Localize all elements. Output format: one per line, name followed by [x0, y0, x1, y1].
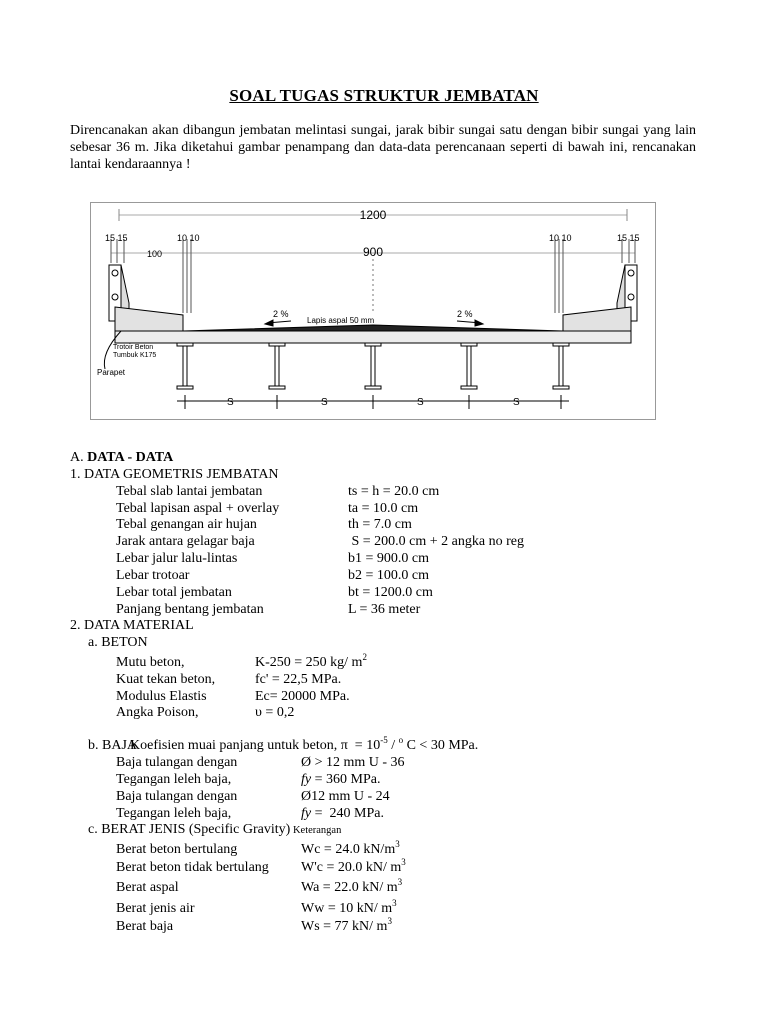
geom-value: S = 200.0 cm + 2 angka no reg	[348, 534, 524, 549]
steel-girders	[177, 343, 569, 389]
geom-label: Jarak antara gelagar baja	[116, 534, 255, 549]
asphalt-layer	[183, 325, 563, 331]
berat-value: Wc = 24.0 $kN/m^3$	[301, 839, 400, 857]
baja-label: Baja tulangan dengan	[116, 789, 238, 804]
geom-value: ta = 10.0 cm	[348, 501, 419, 516]
dim-right-inner-label: 10 10	[549, 233, 572, 243]
geom-value: ts = h = 20.0 cm	[348, 484, 440, 499]
slope-right-label: 2 %	[457, 309, 473, 319]
girder-3	[365, 343, 381, 389]
beton-modulus-label: Modulus Elastis	[116, 689, 207, 704]
beton-mutu-label: Mutu beton,	[116, 655, 185, 670]
beton-modulus-value: Ec= 20000 MPa.	[255, 689, 350, 704]
berat-value: W'c = 20.0 kN/ $m^3$	[301, 857, 406, 875]
baja-label: Tegangan leleh baja,	[116, 806, 232, 821]
beton-kuat-value: fc' = 22,5 MPa.	[255, 672, 342, 687]
spacing-dimension	[177, 395, 569, 409]
girder-2	[269, 343, 285, 389]
beton-poison-label: Angka Poison,	[116, 705, 199, 720]
spacing-label-2: S	[321, 397, 328, 408]
spacing-label-3: S	[417, 397, 424, 408]
dim-left-edge-label: 15 15	[105, 233, 128, 243]
geom-label: Lebar total jembatan	[116, 585, 232, 600]
berat-label: Berat baja	[116, 919, 174, 934]
geom-value: bt = 1200.0 cm	[348, 585, 433, 600]
baja-label: Tegangan leleh baja,	[116, 772, 232, 787]
beton-poison-value: υ = 0,2	[255, 705, 295, 720]
dim-total-label: 1200	[359, 208, 387, 222]
geom-value: b2 = 100.0 cm	[348, 568, 429, 583]
spacing-label-1: S	[227, 397, 234, 408]
baja-heading: b. BAJA	[88, 738, 138, 753]
berat-label: Berat aspal	[116, 880, 179, 895]
deck-slab	[115, 331, 631, 343]
intro-paragraph: Direncanakan akan dibangun jembatan melintasi sungai, jarak bibir sungai satu dengan bibir sungai yang lain sebesar 36 m. Jika diketahui gambar penampang dan data-data perencanaan seperti di bawah ini, rencanakan lantai kendaraannya !	[70, 123, 696, 172]
berat-heading: c. BERAT JENIS (Specific Gravity) Keterangan	[88, 822, 342, 837]
dim-traffic-label: 900	[362, 245, 384, 259]
girder-5	[553, 343, 569, 389]
cross-section-drawing	[91, 203, 655, 419]
trotoir-label-2: Tumbuk K175	[113, 352, 157, 359]
geom-value: th = 7.0 cm	[348, 517, 412, 532]
geom-value: L = 36 meter	[348, 602, 421, 617]
material-heading: 2. DATA MATERIAL	[70, 618, 194, 633]
asphalt-label: Lapis aspal 50 mm	[307, 316, 375, 325]
baja-value: Ø > 12 mm U - 36	[301, 755, 405, 770]
baja-label: Baja tulangan dengan	[116, 755, 238, 770]
geom-label: Lebar trotoar	[116, 568, 190, 583]
dim-left-sidewalk-label: 100	[147, 249, 163, 259]
geom-label: Tebal genangan air hujan	[116, 517, 257, 532]
baja-value: fy = 240 MPa.	[301, 806, 384, 821]
beton-koefisien: Koefisien muai panjang untuk beton, $\pi = 10^{-5} / ^o$ C < 30 MPa.	[130, 735, 479, 753]
section-a-heading: A. DATA - DATA	[70, 450, 174, 465]
berat-value: Ws = 77 kN/ $m^3$	[301, 916, 392, 934]
dim-left-inner-label: 10 10	[177, 233, 200, 243]
beton-mutu-value: K-250 = 250 kg/ $m^2$	[255, 652, 367, 670]
geom-label: Lebar jalur lalu-lintas	[116, 551, 238, 566]
beton-kuat-label: Kuat tekan beton,	[116, 672, 216, 687]
berat-value: Wa = 22.0 kN/ $m^3$	[301, 877, 403, 895]
geom-value: b1 = 900.0 cm	[348, 551, 429, 566]
baja-value: Ø12 mm U - 24	[301, 789, 390, 804]
bridge-cross-section-figure	[90, 202, 656, 420]
geom-heading: 1. DATA GEOMETRIS JEMBATAN	[70, 467, 279, 482]
girder-4	[461, 343, 477, 389]
girder-1	[177, 343, 193, 389]
spacing-label-4: S	[513, 397, 520, 408]
berat-label: Berat beton bertulang	[116, 842, 238, 857]
berat-label: Berat beton tidak bertulang	[116, 860, 269, 875]
berat-value: Ww = 10 kN/ $m^3$	[301, 898, 397, 916]
geom-label: Panjang bentang jembatan	[116, 602, 264, 617]
berat-label: Berat jenis air	[116, 901, 195, 916]
baja-value: fy = 360 MPa.	[301, 772, 381, 787]
parapet-label: Parapet	[97, 368, 126, 377]
geom-label: Tebal slab lantai jembatan	[116, 484, 263, 499]
slope-left-label: 2 %	[273, 309, 289, 319]
trotoir-label-1: Trotoir Beton	[113, 344, 154, 351]
dim-right-edge-label: 15 15	[617, 233, 640, 243]
beton-heading: a. BETON	[88, 635, 148, 650]
geom-label: Tebal lapisan aspal + overlay	[116, 501, 280, 516]
page-title: SOAL TUGAS STRUKTUR JEMBATAN	[229, 86, 539, 105]
